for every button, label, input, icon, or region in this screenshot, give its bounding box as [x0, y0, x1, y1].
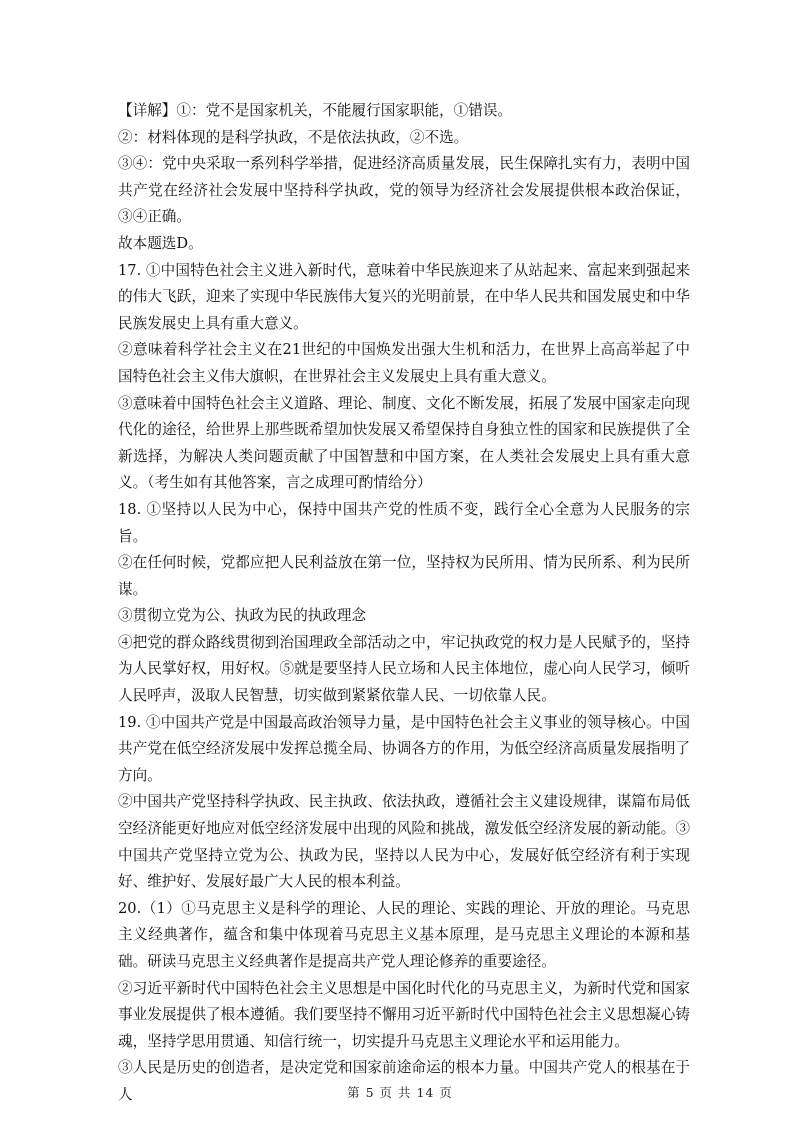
paragraph-q17-3: ③意味着中国特色社会主义道路、理论、制度、文化不断发展，拓展了发展中国家走向现代化的途径，给世界上那些既希望加快发展又希望保持自身独立性的国家和民族提供了全新选择，为解决人类问题贡献了中国智慧和中国方案，在人类社会发展史上具有重大意义。（考生如有其他答案，言之成理可酌情给分）: [118, 394, 690, 492]
paragraph-detail-1: 【详解】①：党不是国家机关，不能履行国家职能，①错误。: [118, 102, 513, 119]
paragraph-q17-1: 17. ①中国特色社会主义进入新时代，意味着中华民族迎来了从站起来、富起来到强起来的伟大飞跃，迎来了实现中华民族伟大复兴的光明前景，在中华人民共和国发展史和中华民族发展史上具有重大意义。: [118, 261, 690, 332]
paragraph-answer: 故本题选D。: [118, 234, 203, 252]
paragraph-q17-2: ②意味着科学社会主义在21世纪的中国焕发出强大生机和活力，在世界上高高举起了中国特色社会主义伟大旗帜，在世界社会主义发展史上具有重大意义。: [118, 341, 690, 385]
paragraph-detail-3: ③④：党中央采取一系列科学举措，促进经济高质量发展，民生保障扎实有力，表明中国共产党在经济社会发展中坚持科学执政，党的领导为经济社会发展提供根本政治保证，③④正确。: [118, 155, 690, 226]
document-body: [118, 98, 690, 1109]
paragraph-q18-2: ②在任何时候，党都应把人民利益放在第一位，坚持权为民所用、情为民所系、利为民所谋。: [118, 554, 690, 598]
paragraph-q20-1: 20.（1）①马克思主义是科学的理论、人民的理论、实践的理论、开放的理论。马克思主义经典著作，蕴含和集中体现着马克思主义基本原理，是马克思主义理论的本源和基础。研读马克思主义经典著作是提高共产党人理论修养的重要途径。: [118, 899, 690, 970]
paragraph-q18-3: ③贯彻立党为公、执政为民的执政理念: [118, 607, 367, 625]
paragraph-q20-2: ②习近平新时代中国特色社会主义思想是中国化时代化的马克思主义，为新时代党和国家事业发展提供了根本遵循。我们要坚持不懈用习近平新时代中国特色社会主义思想凝心铸魂，坚持学思用贯通、知信行统一，切实提升马克思主义理论水平和运用能力。: [118, 979, 690, 1050]
paragraph-q18-1: 18. ①坚持以人民为中心，保持中国共产党的性质不变，践行全心全意为人民服务的宗旨。: [118, 500, 690, 545]
paragraph-q19-2: ②中国共产党坚持科学执政、民主执政、依法执政，遵循社会主义建设规律，谋篇布局低空经济能更好地应对低空经济发展中出现的风险和挑战，激发低空经济发展的新动能。③中国共产党坚持立党为公、执政为民，坚持以人民为中心，发展好低空经济有利于实现好、维护好、发展好最广大人民的根本利益。: [118, 793, 690, 891]
paragraph-detail-2: ②：材料体现的是科学执政，不是依法执政，②不选。: [118, 128, 469, 146]
paragraph-q18-4: ④把党的群众路线贯彻到治国理政全部活动之中，牢记执政党的权力是人民赋予的，坚持为人民掌好权，用好权。⑤就是要坚持人民立场和人民主体地位，虚心向人民学习，倾听人民呼声，汲取人民智慧，切实做到紧紧依靠人民、一切依靠人民。: [118, 633, 690, 705]
page-number-footer: 第 5 页 共 14 页: [347, 1085, 453, 1100]
paragraph-q20-3: ③人民是历史的创造者，是决定党和国家前途命运的根本力量。中国共产党人的根基在于人: [118, 1059, 690, 1103]
paragraph-q19-1: 19. ①中国共产党是中国最高政治领导力量，是中国特色社会主义事业的领导核心。中国共产党在低空经济发展中发挥总揽全局、协调各方的作用，为低空经济高质量发展指明了方向。: [118, 713, 690, 784]
